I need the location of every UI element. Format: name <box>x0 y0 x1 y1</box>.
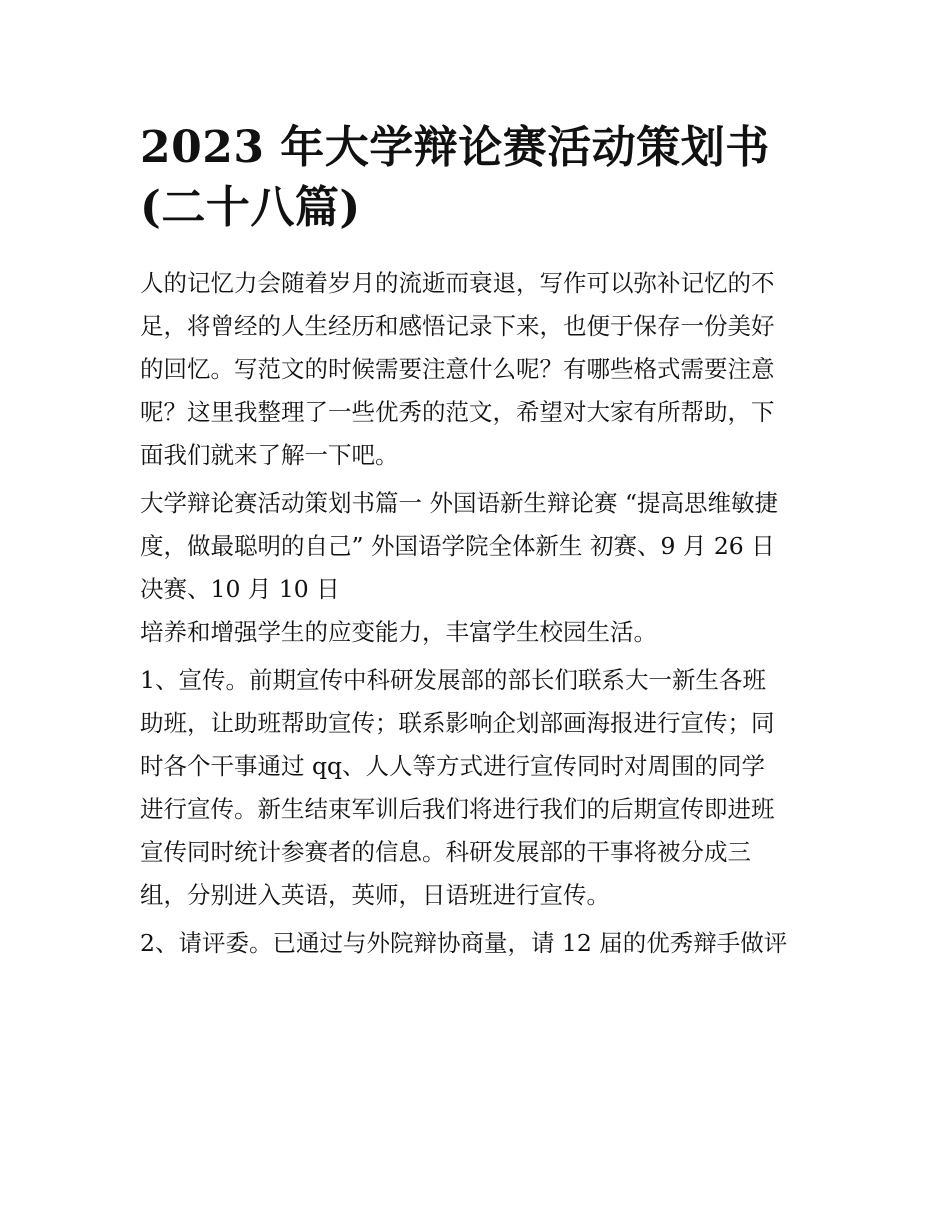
text-line: 足，将曾经的人生经历和感悟记录下来，也便于保存一份美好 <box>140 312 775 340</box>
text-line: 组，分别进入英语，英师，日语班进行宣传。 <box>140 881 610 909</box>
text-line: 1、宣传。前期宣传中科研发展部的部长们联系大一新生各班 <box>140 666 766 694</box>
purpose-paragraph <box>140 611 812 654</box>
title-line-2: (二十八篇) <box>140 182 361 233</box>
text-line: 大学辩论赛活动策划书篇一 外国语新生辩论赛 “提高思维敏捷 <box>140 489 778 517</box>
text-line: 进行宣传。新生结束军训后我们将进行我们的后期宣传即进班 <box>140 795 775 823</box>
text-line: 呢？这里我整理了一些优秀的范文，希望对大家有所帮助，下 <box>140 398 775 426</box>
intro-paragraph <box>140 262 812 477</box>
event-info-paragraph <box>140 482 812 611</box>
document-title <box>140 118 812 238</box>
document-page <box>140 118 812 970</box>
text-line: 面我们就来了解一下吧。 <box>140 441 399 469</box>
text-line: 助班，让助班帮助宣传；联系影响企划部画海报进行宣传；同 <box>140 709 775 737</box>
text-line: 决赛、10 月 10 日 <box>140 575 340 603</box>
text-line: 时各个干事通过 qq、人人等方式进行宣传同时对周围的同学 <box>140 752 766 780</box>
text-line: 培养和增强学生的应变能力，丰富学生校园生活。 <box>140 618 657 646</box>
text-line: 人的记忆力会随着岁月的流逝而衰退，写作可以弥补记忆的不 <box>140 269 775 297</box>
text-line: 宣传同时统计参赛者的信息。科研发展部的干事将被分成三 <box>140 838 751 866</box>
title-line-1: 2023 年大学辩论赛活动策划书 <box>140 122 770 173</box>
text-line: 度，做最聪明的自己” 外国语学院全体新生 初赛、9 月 26 日 <box>140 532 775 560</box>
judges-paragraph <box>140 922 812 965</box>
publicity-paragraph <box>140 659 812 917</box>
text-line: 2、请评委。已通过与外院辩协商量，请 12 届的优秀辩手做评 <box>140 929 788 957</box>
text-line: 的回忆。写范文的时候需要注意什么呢？有哪些格式需要注意 <box>140 355 775 383</box>
